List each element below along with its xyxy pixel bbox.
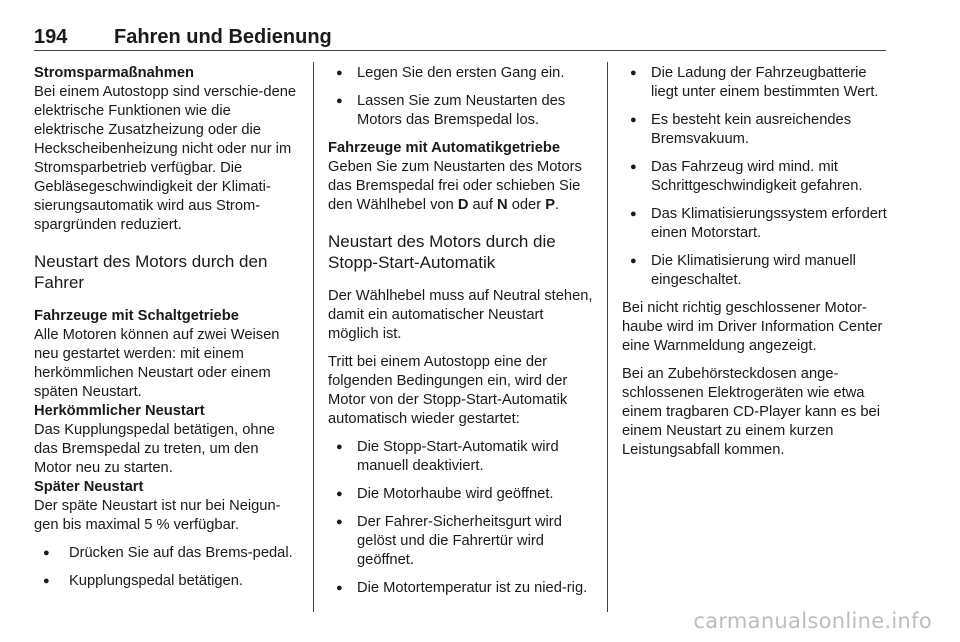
- list-item: ● Die Ladung der Fahrzeugbatterie liegt unter einem bestimmten Wert.: [622, 64, 888, 102]
- list-item: ● Das Klimatisierungssystem erfordert einen Motorstart.: [622, 205, 888, 243]
- bullet-list-bedingungen: [328, 438, 594, 598]
- paragraph-motorhaube: Bei nicht richtig geschlossener Motor-haube wird im Driver Information Center eine Warnmeldung angezeigt.: [622, 300, 883, 354]
- paragraph-herkoemmlicher-neustart: Das Kupplungspedal betätigen, ohne das Bremspedal zu treten, um den Motor neu zu starten.: [34, 422, 275, 476]
- gear-p: P: [545, 197, 555, 213]
- list-item: ● Das Fahrzeug wird mind. mit Schrittgeschwindigkeit gefahren.: [622, 158, 888, 196]
- text-fragment: auf: [468, 197, 498, 213]
- paragraph-zubehoer: Bei an Zubehörsteckdosen ange-schlossenen Elektrogeräten wie etwa einem tragbaren CD-Player kann es bei einem Neustart zu einem kurzen Leistungsabfall kommen.: [622, 366, 880, 458]
- text-fragment: .: [555, 197, 560, 213]
- list-item: ● Es besteht kein ausreichendes Bremsvakuum.: [622, 111, 888, 149]
- page-header: [34, 24, 886, 50]
- subheading-stromsparmassnahmen: Stromsparmaßnahmen: [34, 65, 194, 81]
- list-item: ● Die Motortemperatur ist zu nied-rig.: [328, 579, 594, 598]
- list-item: ● Drücken Sie auf das Brems-pedal.: [34, 544, 300, 563]
- column-divider-1: [313, 62, 314, 612]
- column-divider-2: [607, 62, 608, 612]
- gear-n: N: [497, 197, 508, 213]
- watermark: carmanualsonline.info: [693, 609, 932, 633]
- text-fragment: Geben Sie zum Neustarten des Motors das Bremspedal frei oder schieben Sie den Wählhebel von: [328, 159, 582, 213]
- page-number: 194: [34, 26, 68, 48]
- column-1: [34, 64, 300, 600]
- paragraph-stromspar: Bei einem Autostopp sind verschie-dene elektrische Funktionen wie die elektrische Zusatzheizung oder die Heckscheibenheizung nicht oder nur im Stromsparbetrieb verfügbar. Die Gebläsegeschwindigkeit der Klimati-sierungsautomatik wird aus Strom-spargründen reduziert.: [34, 84, 297, 233]
- bullet-list-gang: [328, 64, 594, 130]
- page-title: Fahren und Bedienung: [114, 26, 332, 48]
- list-item: ● Kupplungspedal betätigen.: [34, 572, 300, 591]
- subheading-schaltgetriebe: Fahrzeuge mit Schaltgetriebe: [34, 308, 239, 324]
- paragraph-automatikgetriebe: [328, 158, 594, 215]
- subheading-automatikgetriebe: Fahrzeuge mit Automatikgetriebe: [328, 140, 561, 156]
- column-3: [622, 64, 888, 469]
- subheading-spaeter-neustart: Später Neustart: [34, 479, 144, 495]
- list-item: ● Die Motorhaube wird geöffnet.: [328, 485, 594, 504]
- list-item: ● Die Klimatisierung wird manuell eingeschaltet.: [622, 252, 888, 290]
- paragraph-neutral: Der Wählhebel muss auf Neutral stehen, damit ein automatischer Neustart möglich ist.: [328, 288, 593, 342]
- paragraph-spaeter-neustart: Der späte Neustart ist nur bei Neigun-gen bis maximal 5 % verfügbar.: [34, 498, 281, 533]
- subheading-herkoemmlicher-neustart: Herkömmlicher Neustart: [34, 403, 205, 419]
- bullet-list-bedingungen-cont: [622, 64, 888, 290]
- list-item: ● Legen Sie den ersten Gang ein.: [328, 64, 594, 83]
- list-item: ● Der Fahrer-Sicherheitsgurt wird gelöst und die Fahrertür wird geöffnet.: [328, 513, 594, 570]
- list-item: ● Lassen Sie zum Neustarten des Motors das Bremspedal los.: [328, 92, 594, 130]
- list-item: ● Die Stopp-Start-Automatik wird manuell deaktiviert.: [328, 438, 594, 476]
- header-rule: [34, 50, 886, 51]
- paragraph-schaltgetriebe: Alle Motoren können auf zwei Weisen neu gestartet werden: mit einem herkömmlichen Neustart oder einem späten Neustart.: [34, 327, 280, 400]
- heading-neustart-automatik: Neustart des Motors durch die Stopp-Start-Automatik: [328, 232, 556, 272]
- column-2: [328, 64, 594, 607]
- heading-neustart-fahrer: Neustart des Motors durch den Fahrer: [34, 252, 268, 292]
- bullet-list-spaeter-neustart: [34, 544, 300, 591]
- paragraph-bedingungen: Tritt bei einem Autostopp eine der folgenden Bedingungen ein, wird der Motor von der Stopp-Start-Automatik automatisch wieder gestartet:: [328, 354, 568, 427]
- text-fragment: oder: [507, 197, 546, 213]
- gear-d: D: [457, 197, 469, 213]
